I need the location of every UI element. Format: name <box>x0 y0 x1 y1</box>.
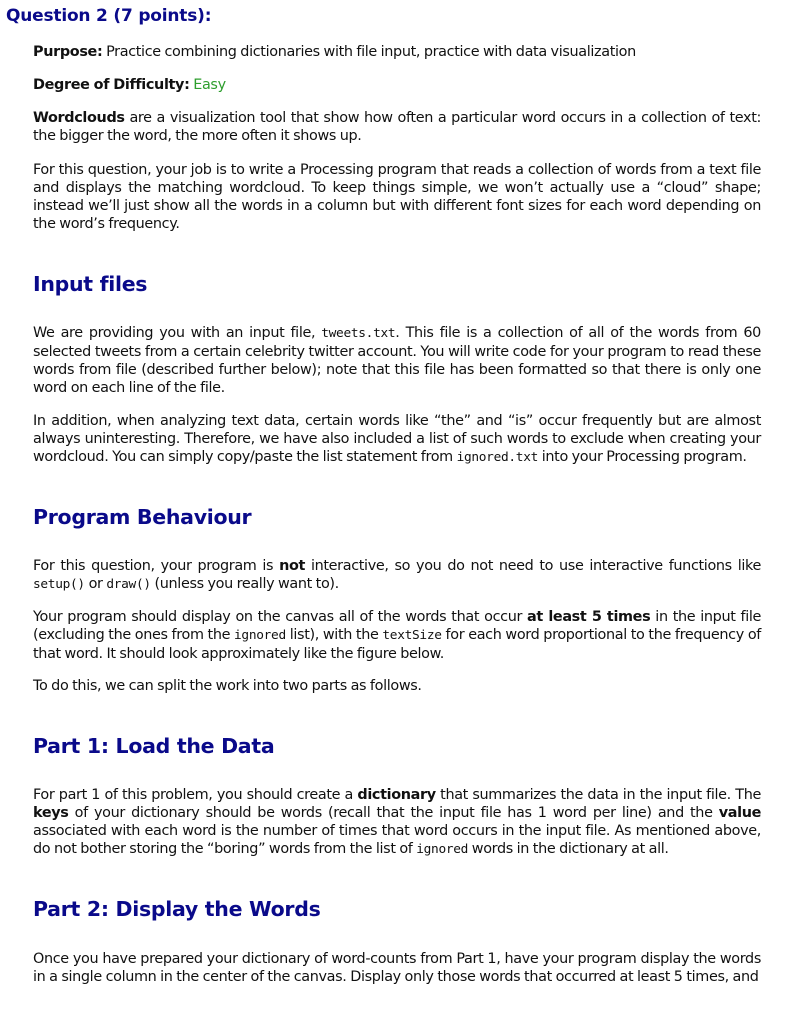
purpose-text: Practice combining dictionaries with file input, practice with data visualization <box>102 44 636 60</box>
keys-emphasis: keys <box>33 805 69 821</box>
ignored-filename: ignored.txt <box>456 450 539 465</box>
setup-code: setup() <box>33 577 85 592</box>
input-files-p2-text-2: into your Processing program. <box>538 449 747 465</box>
draw-code: draw() <box>106 577 151 592</box>
part1-text-c: of your dictionary should be words (recall that the input file has 1 word per line) and the <box>68 805 719 821</box>
behaviour-p1-text-3: (unless you really want to). <box>150 576 339 592</box>
input-files-p1-text: We are providing you with an input file, <box>33 325 322 341</box>
behaviour-p1-or: or <box>84 576 107 592</box>
behaviour-paragraph-1 <box>33 557 761 594</box>
dictionary-emphasis: dictionary <box>357 787 436 803</box>
value-emphasis: value <box>718 805 761 821</box>
intro-paragraph <box>33 109 761 145</box>
purpose-label: Purpose: <box>33 44 103 60</box>
behaviour-p1-text-2: interactive, so you do not need to use interactive functions like <box>305 558 762 574</box>
textsize-code: textSize <box>382 628 442 643</box>
part1-text-d: associated with each word is the number of times that word occurs in the input file. As mentioned above, do not bother storing the “boring” words from the list of <box>33 823 761 857</box>
behaviour-p1-text: For this question, your program is <box>33 558 280 574</box>
behaviour-p2-text-3: list), with the <box>285 627 383 643</box>
part1-paragraph <box>33 786 761 859</box>
not-emphasis: not <box>279 558 306 574</box>
program-behaviour-heading: Program Behaviour <box>33 505 252 529</box>
input-files-p2-text: In addition, when analyzing text data, certain words like “the” and “is” occur frequently but are almost always uninteresting. Therefore, we have also included a list of such words to exclude when creating your wordcloud. You can simply copy/paste the list statement from <box>33 413 761 465</box>
behaviour-paragraph-3: To do this, we can split the work into two parts as follows. <box>33 678 422 694</box>
behaviour-p2-text-4: for each word proportional to the frequency of that word. It should look approximately like the figure below. <box>33 627 761 662</box>
difficulty-value: Easy <box>189 77 226 93</box>
wordclouds-term: Wordclouds <box>33 110 125 126</box>
question-title: Question 2 (7 points): <box>6 6 212 26</box>
behaviour-paragraph-2 <box>33 608 761 663</box>
part2-heading: Part 2: Display the Words <box>33 897 321 921</box>
part1-text-e: words in the dictionary at all. <box>468 841 669 857</box>
ignored-code: ignored <box>234 628 286 643</box>
part1-ignored-code: ignored <box>416 842 469 857</box>
part2-paragraph: Once you have prepared your dictionary of word-counts from Part 1, have your program display the words in a single column in the center of the canvas. Display only those words that occurred at least 5 times, and <box>33 951 761 985</box>
behaviour-p2-text: Your program should display on the canvas all of the words that occur <box>33 609 528 625</box>
tweets-filename: tweets.txt <box>321 326 396 341</box>
behaviour-p2-text-2: in the input file (excluding the ones from the <box>33 609 762 643</box>
part1-text-a: For part 1 of this problem, you should create a <box>33 787 358 803</box>
at-least-5-emphasis: at least 5 times <box>527 609 651 625</box>
difficulty-paragraph <box>33 76 761 94</box>
input-files-heading: Input files <box>33 272 148 296</box>
intro-text: are a visualization tool that show how often a particular word occurs in a collection of text: the bigger the word, the more often it shows up. <box>33 110 761 144</box>
part1-text-b: that summarizes the data in the input file. The <box>435 787 761 803</box>
input-files-paragraph-1 <box>33 324 761 397</box>
purpose-paragraph <box>33 43 761 61</box>
input-files-paragraph-2 <box>33 412 761 467</box>
task-paragraph: For this question, your job is to write a Processing program that reads a collection of words from a text file and displays the matching wordcloud. To keep things simple, we won’t actually use a “cloud” shape; instead we’ll just show all the words in a column but with different font sizes for each word depending on the word’s frequency. <box>33 162 761 232</box>
input-files-p1-text-2: . This file is a collection of all of the words from 60 selected tweets from a certain celebrity twitter account. You will write code for your program to read these words from file (described further below); note that this file has been formatted so that there is only one word on each line of the file. <box>33 325 761 396</box>
difficulty-label: Degree of Difficulty: <box>33 77 190 93</box>
part1-heading: Part 1: Load the Data <box>33 734 275 758</box>
